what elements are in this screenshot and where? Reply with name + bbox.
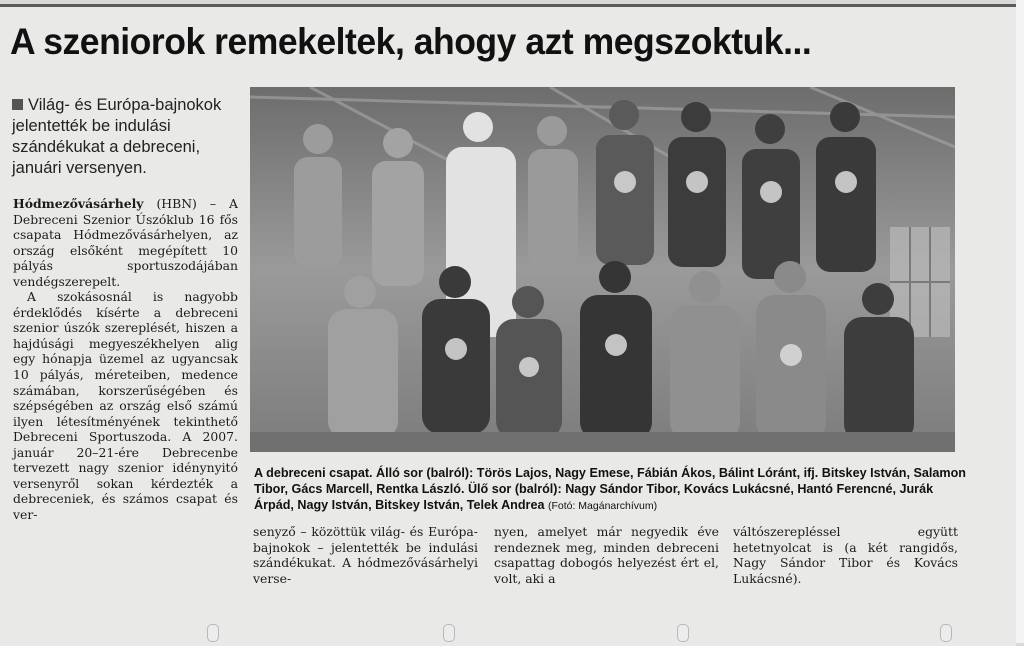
paragraph-1: – A Debreceni Szenior Úszóklub 16 fős csapata Hódmezővásárhelyen, az ország elsőként megépített 10 pályás sportuszodájában vendégszerepelt.: [13, 196, 238, 289]
article-dateline: Hódmezővásárhely: [13, 196, 144, 211]
lead-text: Világ- és Európa-bajnokok jelentették be indulási szándékukat a debreceni, januári versenyen.: [12, 96, 222, 177]
article-column-4: váltószerepléssel együtt hetetnyolcat is (a két rangidős, Nagy Sándor Tibor és Kovács Lukácsné).: [733, 524, 958, 586]
paragraph-2: A szokásosnál is nagyobb érdeklődés kísérte a debreceni szenior úszók szereplését, hiszen a hajdúsági megyeszékhelyen alig egy hónapja üzemel az ugyancsak 10 pályás, méreteiben, medence számában, korszerűségében és szépségében az ország első számú ilyen létesítményének tekinthető Debreceni Sportuszoda. A 2007. január 20–21-ére Debrecenbe tervezett nagy szenior idénynyitó versenyről sokan kérdezték a debreceniek, és számos csapat és ver-: [13, 289, 238, 522]
article-column-3: nyen, amelyet már negyedik éve rendeznek meg, minden debreceni csapattag dobogós helyezést ért el, volt, aki a: [494, 524, 719, 586]
article-column-2: senyző – közöttük világ- és Európa-bajnokok – jelentették be indulási szándékukat. A hódmezővásárhelyi verse-: [253, 524, 478, 586]
caption-text: A debreceni csapat. Álló sor (balról): Törös Lajos, Nagy Emese, Fábián Ákos, Bálint Lóránt, ifj. Bitskey István, Salamon Tibor, Gács Marcell, Rentka László. Ülő sor (balról): Nagy Sándor Tibor, Kovács Lukácsné, Hantó Ferencné, Jurák Árpád, Nagy István, Bitskey István, Telek Andrea: [254, 466, 966, 512]
binding-hole-icon: [940, 624, 952, 642]
photo-credit: (Fotó: Magánarchívum): [547, 500, 658, 512]
newspaper-page: [0, 4, 1016, 646]
bullet-square-icon: [12, 99, 23, 110]
article-column-1: [13, 196, 238, 522]
article-lead: [12, 95, 237, 179]
team-photo: [250, 87, 955, 452]
article-headline: A szeniorok remekeltek, ahogy azt megszoktuk...: [10, 21, 812, 62]
binding-hole-icon: [207, 624, 219, 642]
dateline-source: (HBN): [143, 196, 197, 211]
binding-hole-icon: [677, 624, 689, 642]
binding-hole-icon: [443, 624, 455, 642]
photo-caption: [254, 465, 966, 514]
team-photo-image: [250, 87, 955, 452]
page-edge: [1016, 0, 1024, 643]
